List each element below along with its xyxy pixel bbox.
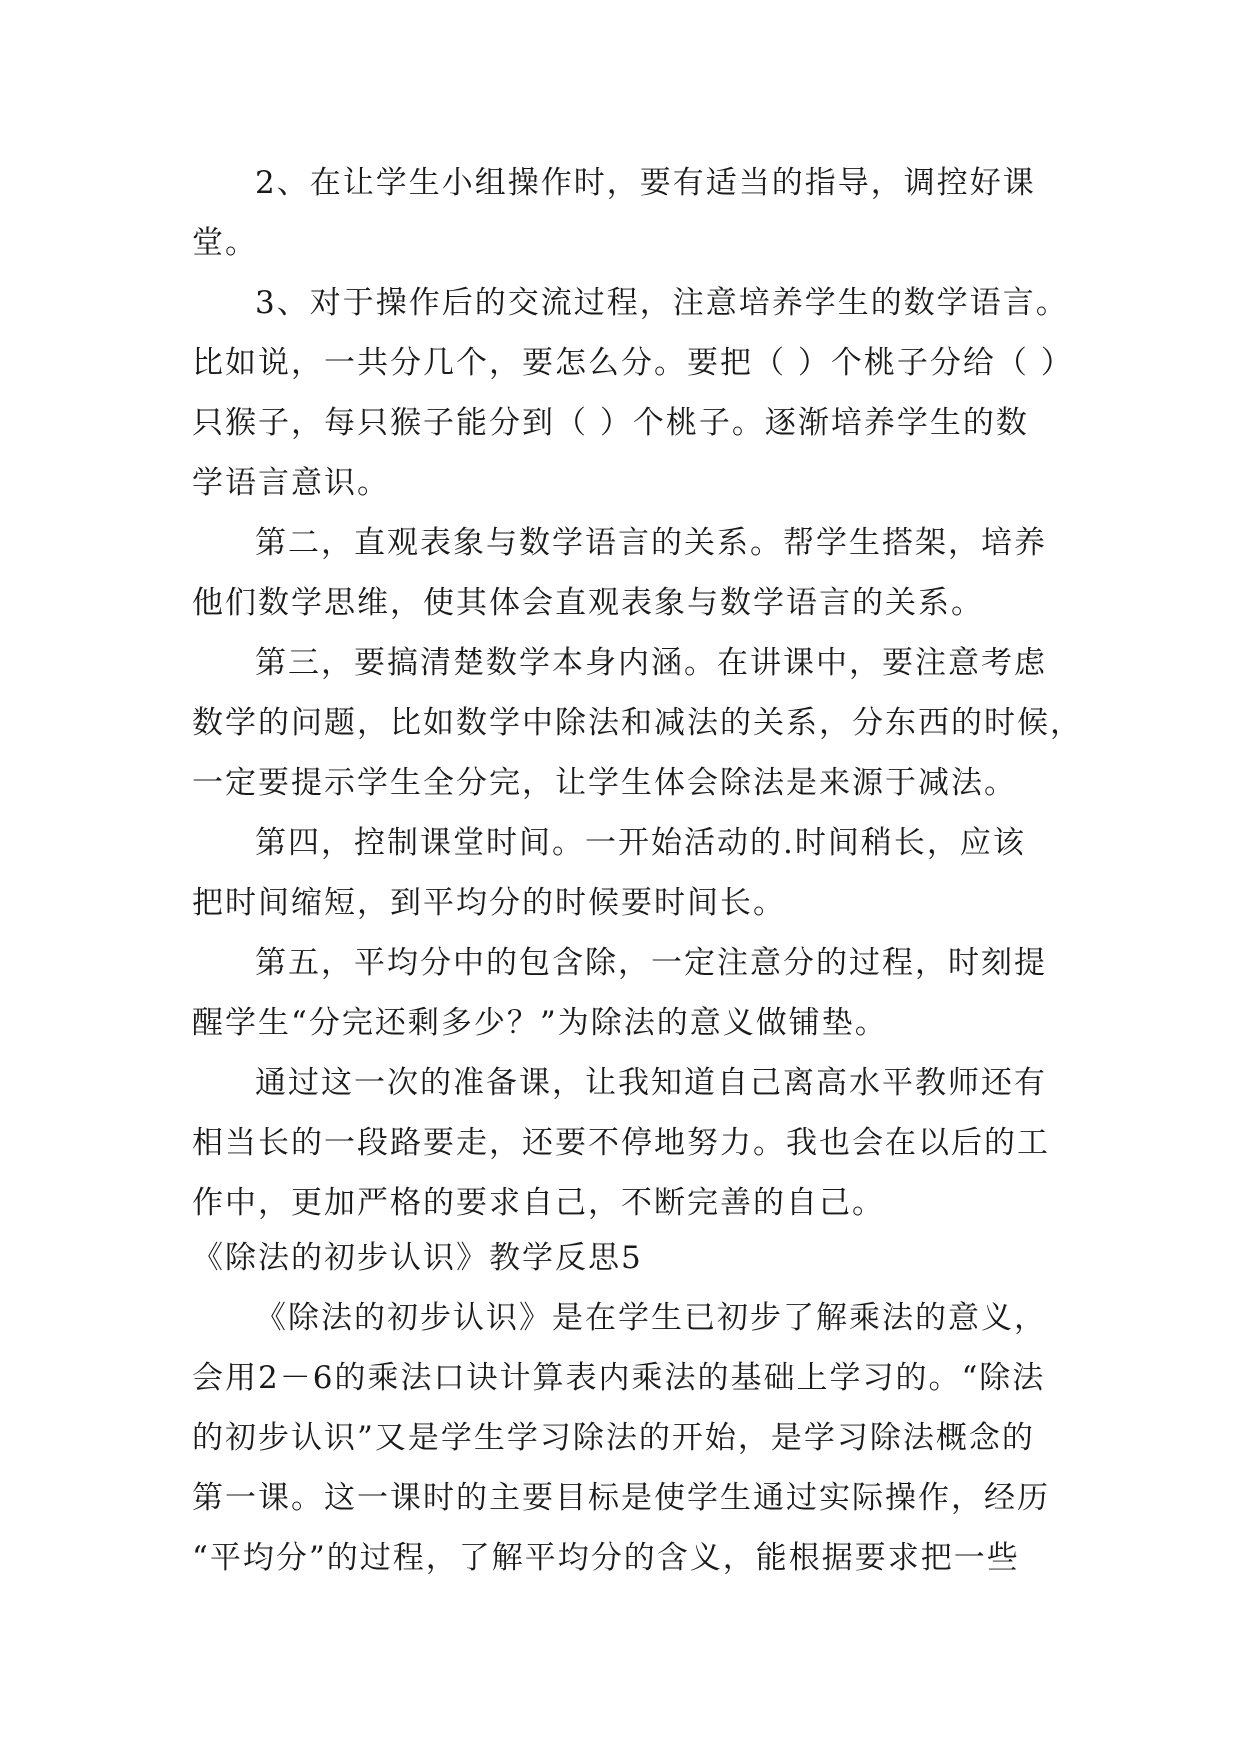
paragraph-line: “平均分”的过程，了解平均分的含义，能根据要求把一些: [192, 1540, 1020, 1576]
paragraph-line: 通过这一次的准备课，让我知道自己离高水平教师还有: [255, 1065, 1047, 1101]
paragraph-line: 3、对于操作后的交流过程，注意培养学生的数学语言。: [255, 285, 1069, 321]
paragraph-line: 一定要提示学生全分完，让学生体会除法是来源于减法。: [192, 765, 1017, 801]
paragraph-line: 相当长的一段路要走，还要不停地努力。我也会在以后的工: [192, 1125, 1050, 1161]
paragraph-line: 比如说，一共分几个，要怎么分。要把（ ）个桃子分给（ ）: [192, 345, 1074, 381]
section-heading: 《除法的初步认识》教学反思5: [192, 1240, 643, 1276]
paragraph-line: 堂。: [192, 225, 258, 261]
paragraph-line: 第三，要搞清楚数学本身内涵。在讲课中，要注意考虑: [255, 645, 1047, 681]
paragraph-line: 只猴子，每只猴子能分到（ ）个桃子。逐渐培养学生的数: [192, 405, 1029, 441]
paragraph-line: 第四，控制课堂时间。一开始活动的.时间稍长，应该: [255, 825, 1026, 861]
paragraph-line: 学语言意识。: [192, 465, 390, 501]
paragraph-line: 第二，直观表象与数学语言的关系。帮学生搭架，培养: [255, 525, 1047, 561]
paragraph-line: 醒学生“分完还剩多少？”为除法的意义做铺垫。: [192, 1005, 888, 1041]
paragraph-line: 2、在让学生小组操作时，要有适当的指导，调控好课: [255, 165, 1036, 201]
paragraph-line: 把时间缩短，到平均分的时候要时间长。: [192, 885, 786, 921]
paragraph-line: 《除法的初步认识》是在学生已初步了解乘法的意义，: [255, 1300, 1047, 1336]
paragraph-line: 他们数学思维，使其体会直观表象与数学语言的关系。: [192, 585, 984, 621]
paragraph-line: 第一课。这一课时的主要目标是使学生通过实际操作，经历: [192, 1480, 1050, 1516]
paragraph-line: 第五，平均分中的包含除，一定注意分的过程，时刻提: [255, 945, 1047, 981]
paragraph-line: 作中，更加严格的要求自己，不断完善的自己。: [192, 1185, 885, 1221]
paragraph-line: 数学的问题，比如数学中除法和减法的关系，分东西的时候，: [192, 705, 1083, 741]
paragraph-line: 的初步认识”又是学生学习除法的开始，是学习除法概念的: [192, 1420, 1035, 1456]
paragraph-line: 会用2－6的乘法口诀计算表内乘法的基础上学习的。“除法: [192, 1360, 1046, 1396]
